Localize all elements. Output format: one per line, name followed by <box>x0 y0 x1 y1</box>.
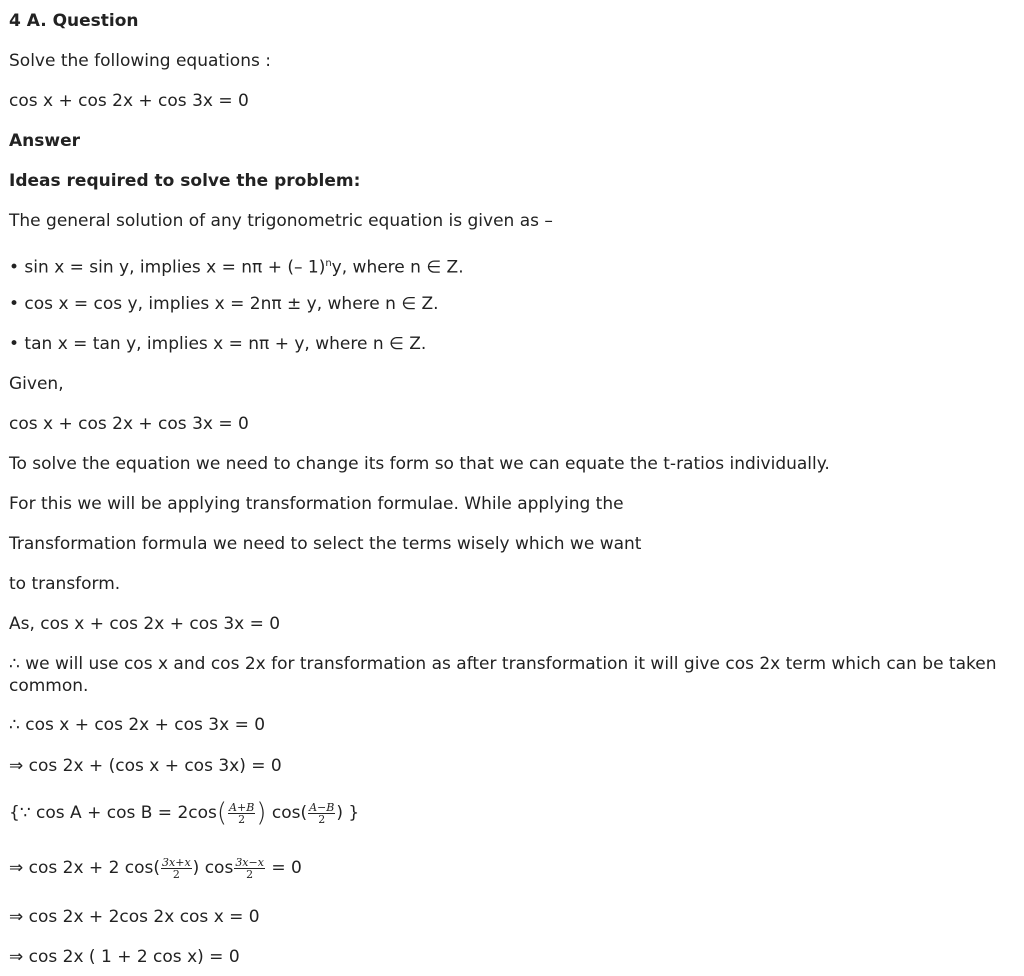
rule-tan: • tan x = tan y, implies x = nπ + y, where n ∈ Z. <box>9 334 427 354</box>
given-label: Given, <box>9 374 64 394</box>
step-5: ⇒ cos 2x ( 1 + 2 cos x) = 0 <box>9 947 240 967</box>
given-equation: cos x + cos 2x + cos 3x = 0 <box>9 414 249 434</box>
rule-cos: • cos x = cos y, implies x = 2nπ ± y, where n ∈ Z. <box>9 294 439 314</box>
paragraph-2: For this we will be applying transformation formulae. While applying the <box>9 494 624 514</box>
fraction-3x-minus-x: $\frac{3x-x}{2}$ <box>235 855 264 881</box>
fraction-a-minus-b: $\frac{A-B}{2}$ <box>309 800 335 826</box>
rule-sin-rest: y, where n ∈ Z. <box>331 257 464 278</box>
formula-prefix: {∵ cos A + cos B = 2cos <box>9 803 217 823</box>
step3-prefix: ⇒ cos 2x + 2 cos( <box>9 858 161 878</box>
rule-sin-exponent: n <box>325 258 332 269</box>
as-line: As, cos x + cos 2x + cos 3x = 0 <box>9 614 281 634</box>
question-prompt: Solve the following equations : <box>9 51 271 71</box>
formula-mid: cos( <box>271 803 308 823</box>
left-paren: ( <box>216 798 228 828</box>
fraction-a-plus-b: $\frac{A+B}{2}$ <box>229 800 255 826</box>
transformation-formula <box>9 800 359 826</box>
ideas-heading: Ideas required to solve the problem: <box>9 171 361 191</box>
step3-mid: ) cos <box>192 858 234 878</box>
step3-suffix: = 0 <box>265 858 302 878</box>
paragraph-3: Transformation formula we need to select the terms wisely which we want <box>9 534 642 554</box>
paragraph-4: to transform. <box>9 574 121 594</box>
rule-sin <box>9 253 464 279</box>
right-paren: ) <box>256 798 267 828</box>
question-equation: cos x + cos 2x + cos 3x = 0 <box>9 91 249 111</box>
step-2: ⇒ cos 2x + (cos x + cos 3x) = 0 <box>9 756 282 776</box>
formula-suffix: ) } <box>336 803 360 823</box>
step-4: ⇒ cos 2x + 2cos 2x cos x = 0 <box>9 907 260 927</box>
question-heading: 4 A. Question <box>9 11 139 31</box>
general-solution-intro: The general solution of any trigonometric equation is given as – <box>9 211 553 231</box>
step-3 <box>9 855 302 881</box>
therefore-paragraph: ∴ we will use cos x and cos 2x for transformation as after transformation it will give cos 2x term which can be taken common. <box>9 654 997 696</box>
fraction-3x-plus-x: $\frac{3x+x}{2}$ <box>162 855 191 881</box>
paragraph-1: To solve the equation we need to change its form so that we can equate the t-ratios individually. <box>9 454 830 474</box>
step-1: ∴ cos x + cos 2x + cos 3x = 0 <box>9 715 266 735</box>
rule-sin-part: • sin x = sin y, implies x = nπ + (– 1) <box>9 257 326 278</box>
answer-label: Answer <box>9 131 80 151</box>
